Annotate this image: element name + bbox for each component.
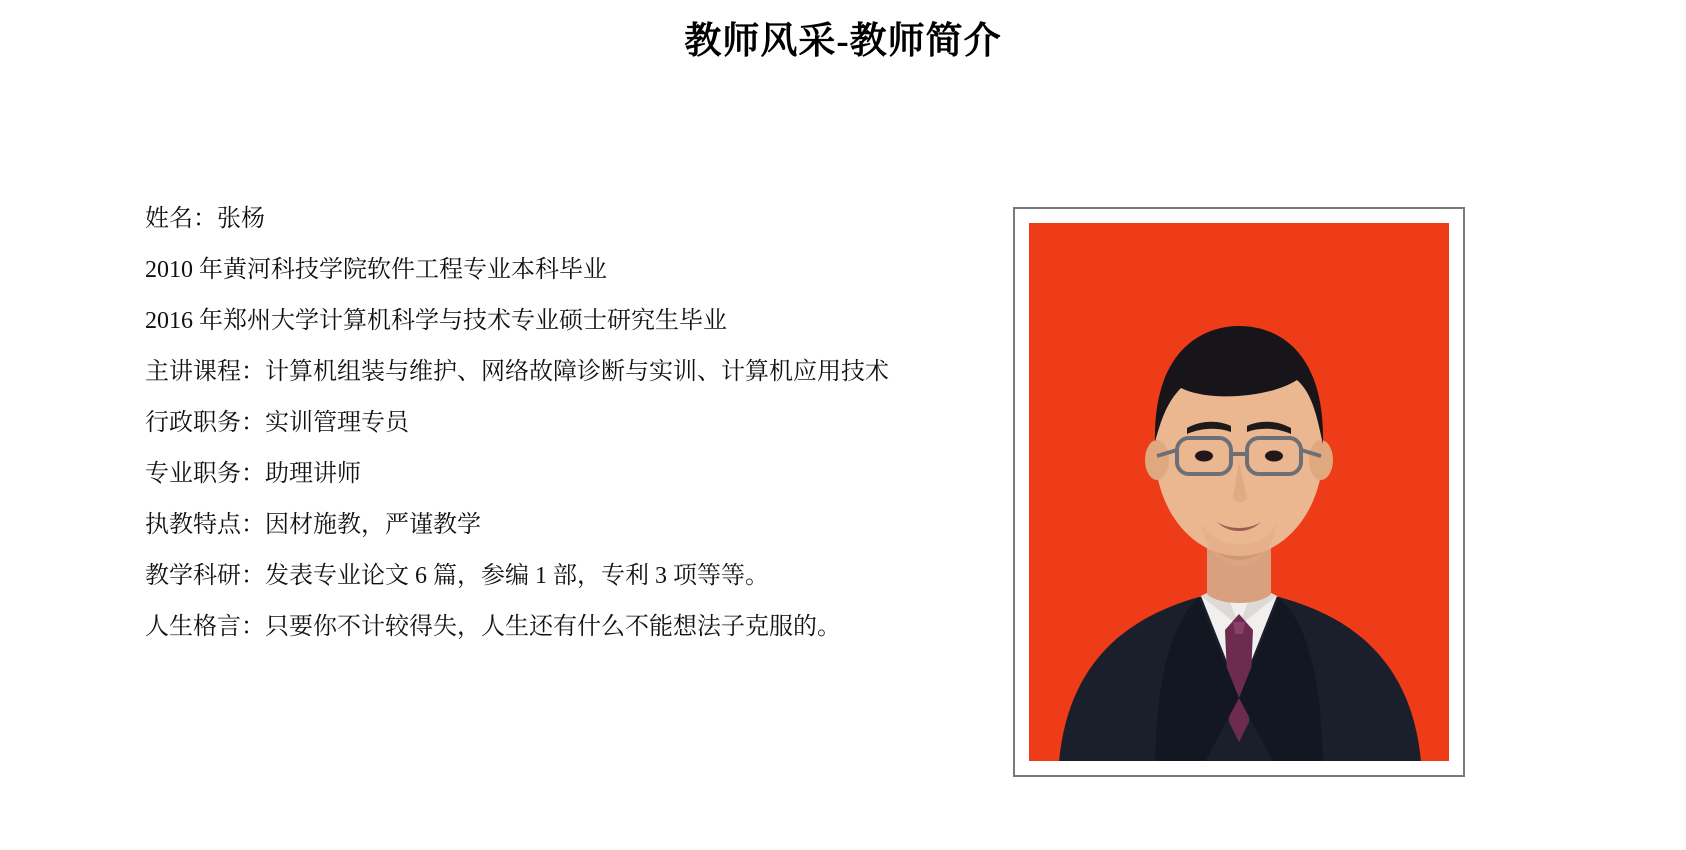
profile-line-bachelor: 2010 年黄河科技学院软件工程专业本科毕业 (145, 256, 607, 283)
portrait-photo-frame (1013, 207, 1465, 777)
profile-line-teaching-style: 执教特点：因材施教，严谨教学 (145, 511, 481, 538)
portrait-illustration (1029, 223, 1449, 761)
profile-line-professional-title: 专业职务：助理讲师 (145, 460, 361, 487)
teacher-profile-list (145, 207, 1085, 666)
profile-line-master: 2016 年郑州大学计算机科学与技术专业硕士研究生毕业 (145, 307, 727, 334)
profile-line-admin-position: 行政职务：实训管理专员 (145, 409, 409, 436)
portrait-photo (1029, 223, 1449, 761)
profile-line-courses: 主讲课程：计算机组装与维护、网络故障诊断与实训、计算机应用技术 (145, 358, 889, 385)
profile-line-motto: 人生格言：只要你不计较得失，人生还有什么不能想法子克服的。 (145, 613, 841, 640)
page-title: 教师风采-教师简介 (684, 21, 1002, 62)
document-page (0, 16, 1686, 850)
profile-line-name: 姓名：张杨 (145, 205, 265, 232)
profile-line-research: 教学科研：发表专业论文 6 篇，参编 1 部，专利 3 项等等。 (145, 562, 769, 589)
